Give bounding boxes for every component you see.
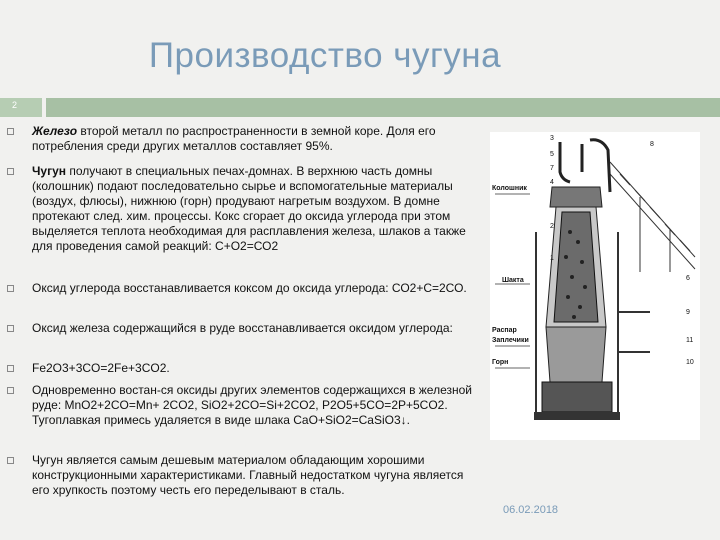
bullet-marker <box>7 128 14 135</box>
bullet-item-reaction <box>32 361 484 376</box>
bullet-text: Fe2O3+3CO=2Fe+3CO2. <box>32 361 170 375</box>
label-num-7: 7 <box>550 165 554 172</box>
bullet-text: получают в специальных печах-домнах. В верхнюю часть домны (колошник) подают последовательно сырье и вспомогательные материалы (воздух, флюсы), нижнюю (горн) продувают нагретым воздухом. В домне протекают след. хим. процессы. Кокс сгорает до оксида углерода при этом выделяется теплота необходимая для расплавления железа, шлаков а также для проведения самой реакций: С+О2=СО2 <box>32 164 466 253</box>
label-num-6: 6 <box>686 275 690 282</box>
bullet-item-iron-oxide <box>32 321 484 336</box>
bullet-marker <box>7 457 14 464</box>
bullet-marker <box>7 387 14 394</box>
label-num-10: 10 <box>686 359 694 366</box>
label-num-9: 9 <box>686 309 690 316</box>
header-bar <box>46 98 720 117</box>
label-raspar: Распар <box>492 327 517 334</box>
bullet-bold: Железо <box>32 124 78 138</box>
bullet-item-iron <box>32 124 484 154</box>
slide-title: Производство чугуна <box>148 36 502 75</box>
slide-number: 2 <box>12 100 18 110</box>
bullet-marker <box>7 168 14 175</box>
bullet-text: Оксид углерода восстанавливается коксом до оксида углерода: СО2+С=2СО. <box>32 281 467 295</box>
label-shakhta: Шакта <box>502 277 524 284</box>
blast-furnace-diagram <box>490 132 700 440</box>
label-kolosh: Колошник <box>492 185 527 192</box>
label-num-5: 5 <box>550 151 554 158</box>
label-num-3: 3 <box>550 135 554 142</box>
bullet-item-conclusion <box>32 453 484 498</box>
bullet-text: Одновременно востан-ся оксиды других элементов содержащихся в железной руде: MnO2+2CO=Mn+ 2CO2, SiO2+2CO=Si+2CO2, P2O5+5CO=2P+5CO2. Тугоплавкая примесь удаляется в виде шлака CaO+SiO2=CaSiO3↓. <box>32 383 472 427</box>
label-num-11: 11 <box>686 337 694 344</box>
label-num-2: 2 <box>550 223 554 230</box>
bullet-bold: Чугун <box>32 164 67 178</box>
bullet-text: Чугун является самым дешевым материалом обладающим хорошими конструкционными характеристиками. Главный недостатком чугуна является его хрупкость поэтому честь его переделывают в сталь. <box>32 453 464 497</box>
bullet-text: второй металл по распространенности в земной коре. Доля его потребления среди других металлов составляет 95%. <box>32 124 436 153</box>
bullet-text: Оксид железа содержащийся в руде восстанавливается оксидом углерода: <box>32 321 453 335</box>
slide-number-bar <box>0 98 42 117</box>
bullet-item-co <box>32 281 484 296</box>
label-num-4: 4 <box>550 179 554 186</box>
bullet-marker <box>7 285 14 292</box>
bullet-marker <box>7 365 14 372</box>
label-zaplech: Заплечики <box>492 337 529 344</box>
label-gorn: Горн <box>492 359 509 366</box>
bullet-item-cast-iron <box>32 164 484 254</box>
label-num-1: 1 <box>550 255 554 262</box>
slide-date: 06.02.2018 <box>503 504 559 516</box>
bullet-item-other-oxides <box>32 383 484 428</box>
label-num-8: 8 <box>650 141 654 148</box>
bullet-marker <box>7 325 14 332</box>
